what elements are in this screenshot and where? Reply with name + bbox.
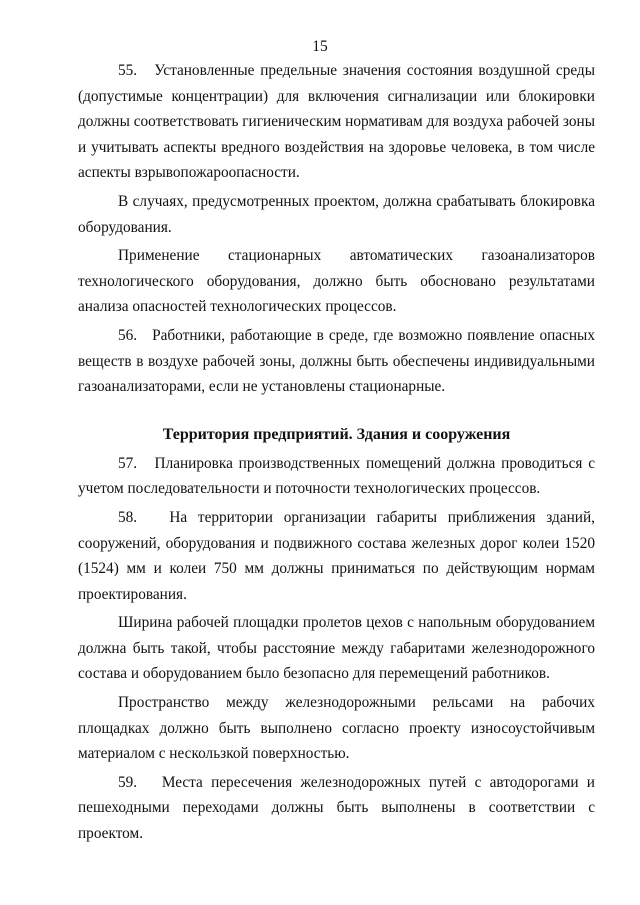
paragraph-platform-width: Ширина рабочей площадки пролетов цехов с напольным оборудованием должна быть такой, чтобы расстояние между габаритами железнодорожного состава и оборудованием было безопасно для перемещений работников. [78,614,595,683]
paragraph-59: 59. Места пересечения железнодорожных путей с автодорогами и пешеходными переходами должны быть выполнены в соответствии с проектом. [78,773,595,843]
paragraph-gas-analyzers: Применение стационарных автоматических газоанализаторов технологического оборудования, должно быть обосновано результатами анализа опасностей технологических процессов. [78,247,595,316]
paragraph-55: 55. Установленные предельные значения состояния воздушной среды (допустимые концентрации) для включения сигнализации или блокировки должны соответствовать гигиеническим нормативам для воздуха рабочей зоны и учитывать аспекты вредного воздействия на здоровье человека, в том числе аспекты взрывопожароопасности. [78,62,595,182]
paragraph-58: 58. На территории организации габариты приближения зданий, сооружений, оборудования и подвижного состава железных дорог колеи 1520 (1524) мм и колеи 750 мм должны приниматься по действующим нормам проектирования. [78,508,595,603]
document-body [78,58,595,847]
page-number: 15 [312,38,328,55]
paragraph-rail-space: Пространство между железнодорожными рельсами на рабочих площадках должно быть выполнено согласно проекту износоустойчивым материалом с нескользкой поверхностью. [78,694,595,763]
paragraph-57: 57. Планировка производственных помещений должна проводиться с учетом последовательности и поточности технологических процессов. [78,454,595,498]
paragraph-blocking: В случаях, предусмотренных проектом, должна срабатывать блокировка оборудования. [78,192,595,236]
paragraph-56: 56. Работники, работающие в среде, где возможно появление опасных веществ в воздухе рабочей зоны, должны быть обеспечены индивидуальными газоанализаторами, если не установлены стационарные. [78,326,595,396]
section-heading: Территория предприятий. Здания и сооружения [162,425,511,443]
